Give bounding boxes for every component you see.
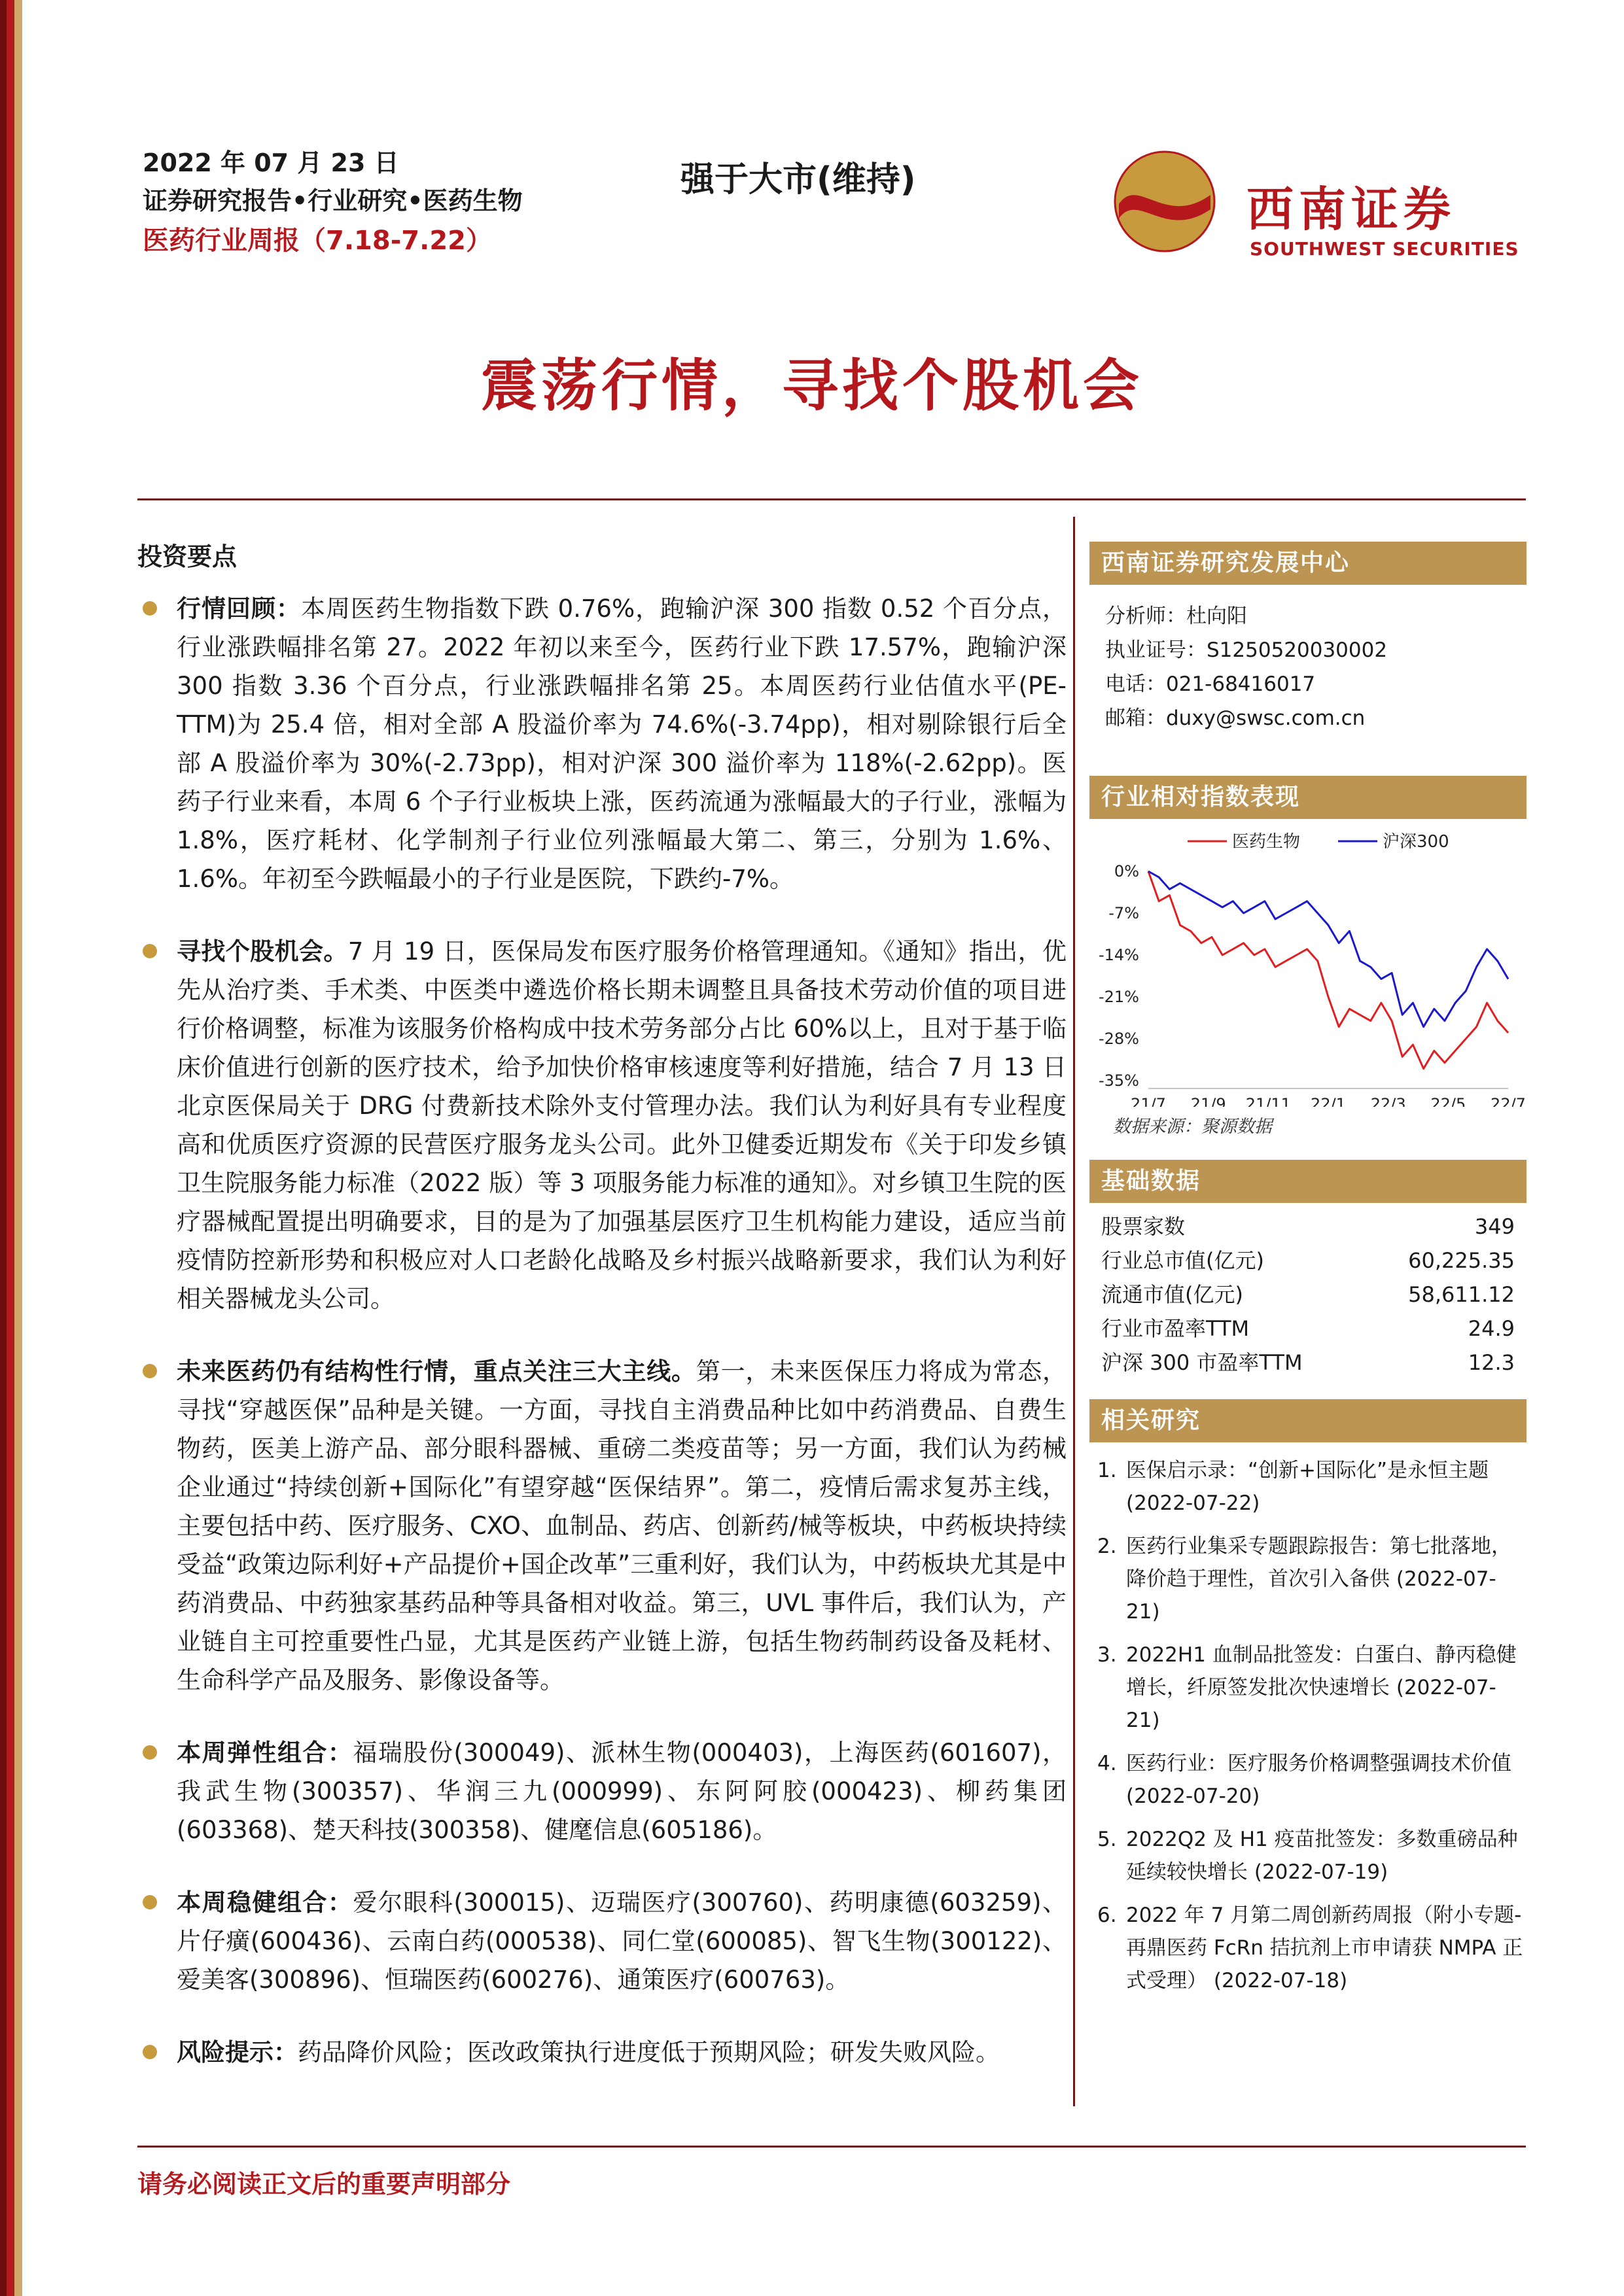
related-text: 医药行业：医疗服务价格调整强调技术价值 (2022-07-20) <box>1126 1752 1511 1808</box>
analyst-name: 分析师：杜向阳 <box>1105 604 1247 628</box>
brand-name-en: SOUTHWEST SECURITIES <box>1250 238 1519 260</box>
basic-value: 349 <box>1474 1214 1515 1239</box>
related-item[interactable] <box>1089 1530 1527 1628</box>
y-tick-label: -21% <box>1098 988 1139 1006</box>
bullet-lead: 寻找个股机会。 <box>177 937 348 965</box>
analyst-license: 执业证号：S1250520030002 <box>1105 638 1388 662</box>
basic-row <box>1089 1278 1527 1312</box>
x-tick-label: 22/5 <box>1430 1095 1466 1107</box>
bullet-dot-icon <box>143 2045 157 2059</box>
bullet-three-themes <box>137 1352 1067 1699</box>
basic-label: 流通市值(亿元) <box>1101 1282 1243 1307</box>
related-num: 2. <box>1097 1535 1117 1558</box>
report-type: 医药行业周报（7.18-7.22） <box>143 226 492 256</box>
bullet-dot-icon <box>143 601 157 616</box>
research-center-header: 西南证券研究发展中心 <box>1089 542 1527 585</box>
related-num: 3. <box>1097 1643 1117 1667</box>
report-date: 2022 年 07 月 23 日 <box>143 148 399 177</box>
rating: 强于大市(维持) <box>680 160 916 200</box>
x-tick-label: 22/3 <box>1370 1095 1406 1107</box>
footer-disclaimer: 请务必阅读正文后的重要声明部分 <box>137 2170 511 2199</box>
basic-row <box>1089 1244 1527 1278</box>
related-text: 2022Q2 及 H1 疫苗批签发：多数重磅品种延续较快增长 (2022-07-19) <box>1126 1828 1518 1884</box>
related-item[interactable] <box>1089 1747 1527 1813</box>
legend-label: 沪深300 <box>1383 832 1449 852</box>
bullet-text: 爱尔眼科(300015)、迈瑞医疗(300760)、药明康德(603259)、片仔癀(600436)、云南白药(000538)、同仁堂(600085)、智飞生物(300122)、爱美客(300896)、恒瑞医药(600276)、通策医疗(600763)。 <box>177 1888 1067 1994</box>
bullet-lead: 未来医药仍有结构性行情，重点关注三大主线。 <box>177 1357 696 1385</box>
column-divider <box>1073 517 1075 2106</box>
bullet-market-review <box>137 589 1067 898</box>
analyst-info <box>1089 585 1527 776</box>
related-research-list <box>1089 1442 1527 1997</box>
series-line <box>1148 871 1508 1027</box>
bullet-text: 药品降价风险；医改政策执行进度低于预期风险；研发失败风险。 <box>298 2038 1000 2066</box>
basic-value: 12.3 <box>1468 1350 1515 1375</box>
report-category: 证券研究报告•行业研究•医药生物 <box>143 186 523 215</box>
x-tick-label: 22/7 <box>1491 1095 1526 1107</box>
y-tick-label: -35% <box>1098 1071 1139 1090</box>
y-tick-label: -14% <box>1098 946 1139 964</box>
y-tick-label: -28% <box>1098 1030 1139 1048</box>
bullet-dot-icon <box>143 1364 157 1378</box>
related-text: 医药行业集采专题跟踪报告：第七批落地，降价趋于理性，首次引入备供 (2022-07-21) <box>1126 1535 1511 1624</box>
basic-row <box>1089 1346 1527 1380</box>
bullet-text: 本周医药生物指数下跌 0.76%，跑输沪深 300 指数 0.52 个百分点，行业涨跌幅排名第 27。2022 年初以来至今，医药行业下跌 17.57%，跑输沪深 300 指数 3.36 个百分点，行业涨跌幅排名第 25。本周医药行业估值水平(PE-TTM)为 25.4 倍，相对全部 A 股溢价率为 74.6%(-3.74pp)，相对剔除银行后全部 A 股溢价率为 30%(-2.73pp)，相对沪深 300 溢价率为 118%(-2.62pp)。医药子行业来看，本周 6 个子行业板块上涨，医药流通为涨幅最大的子行业，涨幅为 1.8%，医疗耗材、化学制剂子行业位列涨幅最大第二、第三，分别为 1.6%、1.6%。年初至今跌幅最小的子行业是医院，下跌约-7%。 <box>177 595 1067 893</box>
bullet-elastic-portfolio <box>137 1733 1067 1849</box>
related-item[interactable] <box>1089 1639 1527 1737</box>
related-num: 6. <box>1097 1904 1117 1927</box>
bullet-text: 7 月 19 日，医保局发布医疗服务价格管理通知。《通知》指出，优先从治疗类、手术类、中医类中遴选价格长期未调整且具备技术劳动价值的项目进行价格调整，标准为该服务价格构成中技术劳务部分占比 60%以上，且对于基于临床价值进行创新的医疗技术，给予加快价格审核速度等利好措施，结合 7 月 13 日北京医保局关于 DRG 付费新技术除外支付管理办法。我们认为利好具有专业程度高和优质医疗资源的民营医疗服务龙头公司。此外卫健委近期发布《关于印发乡镇卫生院服务能力标准（2022 版）等 3 项服务能力标准的通知》。对乡镇卫生院的医疗器械配置提出明确要求，目的是为了加强基层医疗卫生机构能力建设，适应当前疫情防控新形势和积极应对人口老龄化战略及乡村振兴战略新要求，我们认为利好相关器械龙头公司。 <box>177 937 1067 1313</box>
page-title: 震荡行情，寻找个股机会 <box>481 353 1143 419</box>
section-title: 投资要点 <box>137 542 238 571</box>
analyst-email: 邮箱：duxy@swsc.com.cn <box>1105 706 1366 730</box>
bullet-dot-icon <box>143 1895 157 1909</box>
related-item[interactable] <box>1089 1899 1527 1997</box>
basic-label: 行业总市值(亿元) <box>1101 1248 1264 1273</box>
x-tick-label: 22/1 <box>1311 1095 1346 1107</box>
bullet-lead: 本周弹性组合： <box>177 1739 353 1767</box>
investment-summary <box>137 536 1067 2106</box>
relative-index-chart <box>1089 819 1527 1107</box>
basic-value: 60,225.35 <box>1408 1248 1515 1273</box>
basic-data-header: 基础数据 <box>1089 1160 1527 1203</box>
basic-row <box>1089 1209 1527 1244</box>
footer-divider <box>137 2146 1526 2148</box>
bullet-lead: 行情回顾： <box>177 595 301 623</box>
brand-name: 西南证券 <box>1246 181 1456 237</box>
bullet-text: 福瑞股份(300049)、派林生物(000403)，上海医药(601607)，我武生物(300357)、华润三九(000999)、东阿阿胶(000423)、柳药集团(603368)、楚天科技(300358)、健麾信息(605186)。 <box>177 1739 1067 1844</box>
related-num: 4. <box>1097 1752 1117 1775</box>
bullet-steady-portfolio <box>137 1883 1067 1999</box>
related-num: 1. <box>1097 1459 1117 1482</box>
bullet-text: 第一，未来医保压力将成为常态，寻找“穿越医保”品种是关键。一方面，寻找自主消费品种比如中药消费品、自费生物药，医美上游产品、部分眼科器械、重磅二类疫苗等；另一方面，我们认为药械企业通过“持续创新+国际化”有望穿越“医保结界”。第二，疫情后需求复苏主线，主要包括中药、医疗服务、CXO、血制品、药店、创新药/械等板块，中药板块持续受益“政策边际利好+产品提价+国企改革”三重利好，我们认为，中药板块尤其是中药消费品、中药独家基药品种等具备相对收益。第三，UVL 事件后，我们认为，产业链自主可控重要性凸显，尤其是医药产业链上游，包括生物药制药设备及耗材、生命科学产品及服务、影像设备等。 <box>177 1357 1067 1694</box>
chart-section-header: 行业相对指数表现 <box>1089 776 1527 819</box>
y-tick-label: 0% <box>1114 862 1139 880</box>
legend-label: 医药生物 <box>1232 832 1301 852</box>
related-item[interactable] <box>1089 1454 1527 1520</box>
related-text: 2022H1 血制品批签发：白蛋白、静丙稳健增长，纤原签发批次快速增长 (2022-07-21) <box>1126 1643 1517 1732</box>
y-tick-label: -7% <box>1108 904 1139 922</box>
basic-value: 24.9 <box>1468 1316 1515 1341</box>
related-num: 5. <box>1097 1828 1117 1851</box>
bullet-dot-icon <box>143 944 157 958</box>
brand-logo-icon <box>1112 149 1217 254</box>
related-text: 医保启示录：“创新+国际化”是永恒主题 (2022-07-22) <box>1126 1459 1489 1515</box>
related-research-header: 相关研究 <box>1089 1399 1527 1442</box>
related-text: 2022 年 7 月第二周创新药周报（附小专题-再鼎医药 FcRn 拮抗剂上市申请获 NMPA 正式受理） (2022-07-18) <box>1126 1904 1523 1992</box>
sidebar <box>1089 542 1527 2008</box>
header-divider <box>137 498 1526 500</box>
basic-label: 行业市盈率TTM <box>1101 1316 1250 1341</box>
basic-label: 沪深 300 市盈率TTM <box>1101 1350 1303 1375</box>
x-tick-label: 21/9 <box>1190 1095 1226 1107</box>
basic-row <box>1089 1312 1527 1346</box>
x-tick-label: 21/11 <box>1245 1095 1291 1107</box>
bullet-stock-opportunity <box>137 932 1067 1318</box>
related-item[interactable] <box>1089 1823 1527 1888</box>
chart-source: 数据来源：聚源数据 <box>1113 1117 1272 1137</box>
bullet-dot-icon <box>143 1745 157 1760</box>
bullet-lead: 本周稳健组合： <box>177 1888 353 1917</box>
analyst-phone: 电话：021-68416017 <box>1105 672 1316 696</box>
bullet-risk-warning <box>137 2033 1067 2072</box>
basic-data-table <box>1089 1203 1527 1399</box>
basic-value: 58,611.12 <box>1408 1282 1515 1307</box>
bullet-lead: 风险提示： <box>177 2038 298 2066</box>
x-tick-label: 21/7 <box>1131 1095 1166 1107</box>
series-line <box>1148 871 1508 1069</box>
line-chart <box>1089 819 1527 1107</box>
basic-label: 股票家数 <box>1101 1214 1186 1239</box>
